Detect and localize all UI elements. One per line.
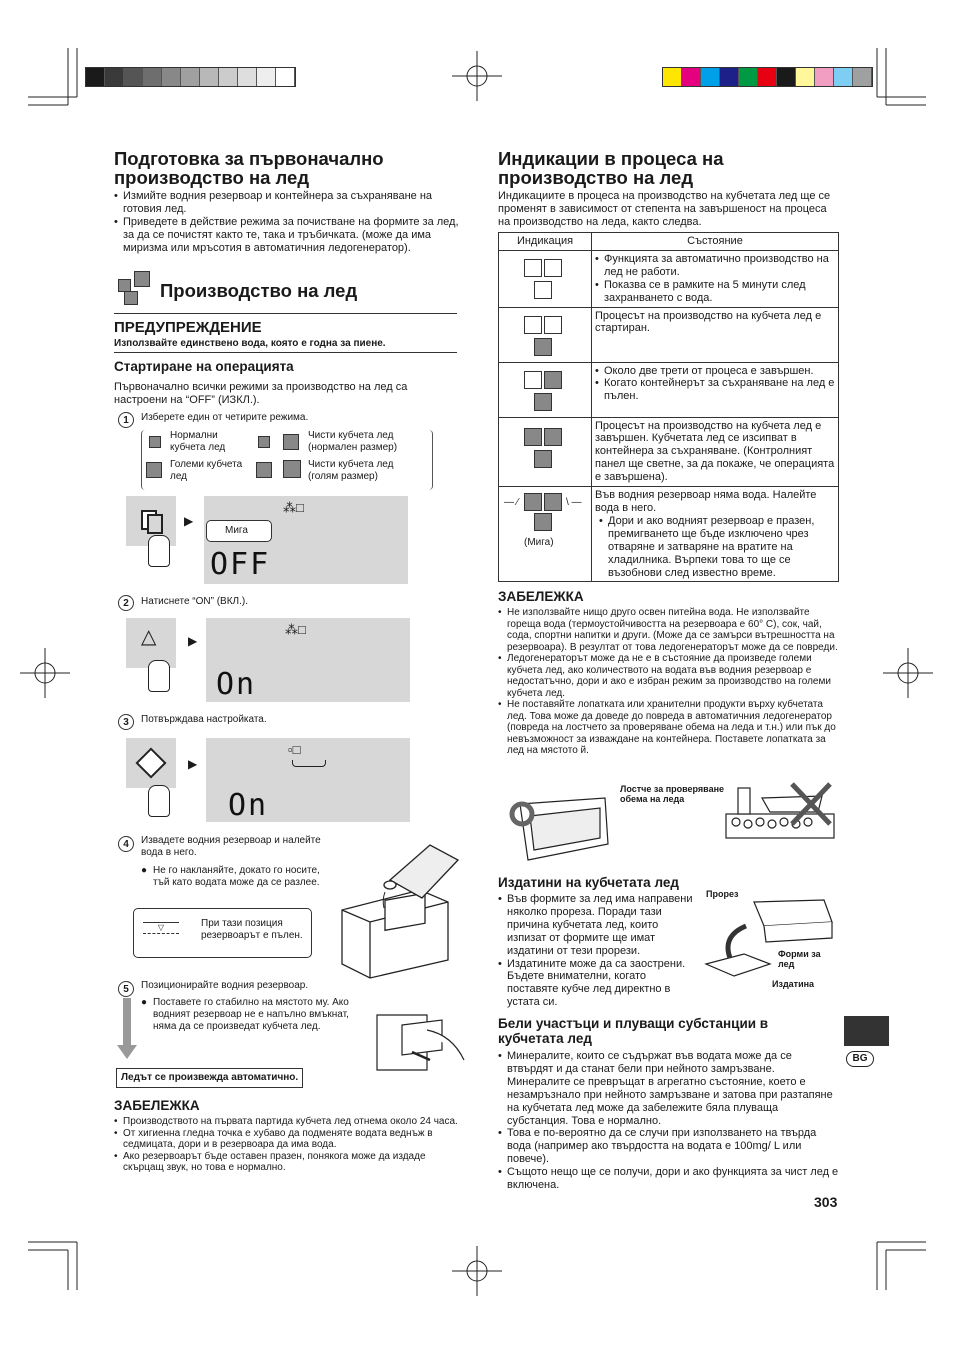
- list-item: • Показва се в рамките на 5 минути след захранването с вода.: [595, 279, 835, 305]
- color-swatch: [796, 68, 815, 86]
- color-swatch: [682, 68, 701, 86]
- prep-list: [114, 190, 459, 255]
- color-swatch-bar: [662, 67, 873, 87]
- step-number: 5: [118, 981, 134, 997]
- arrow-down-icon: [123, 998, 131, 1046]
- divider: [114, 352, 457, 353]
- lever-label: Лостче за проверяване обема на леда: [620, 784, 725, 804]
- list-item: • Издатините може да са заострени. Бъдете внимателни, когато поставяте кубче лед директно в устата си.: [498, 958, 698, 1010]
- step5-note: [141, 997, 358, 1033]
- color-swatch: [777, 68, 796, 86]
- step4-note: [141, 865, 328, 889]
- table-header: Състояние: [592, 233, 839, 251]
- arrow-down-icon: [117, 1045, 137, 1059]
- color-swatch: [663, 68, 682, 86]
- step3-text: Потвърждава настройката.: [141, 714, 267, 725]
- ice-mode-indicator-icon: ▫□: [288, 742, 301, 757]
- start-intro: Първоначално всички режими за производство на лед са настроени на “OFF” (ИЗКЛ.).: [114, 381, 408, 406]
- indicator-underline: [292, 760, 326, 767]
- mode-normal-label: Нормални кубчета лед: [170, 430, 226, 453]
- list-item: • Не използвайте нищо друго освен питейна вода. Не използвайте гореща вода (термоустойчивостта на резервоара е 60° C), сок, чай, сода, спортни напитки и други. (Може да се замърси вътрешността на резервоара). В резултат от това ледогенераторът може да се повреди.: [498, 607, 840, 653]
- ice-section-title: Производство на лед: [160, 280, 358, 301]
- mode-clear-large-icon: [283, 460, 301, 478]
- state-text: Във водния резервоар няма вода. Налейте вода в него.: [595, 489, 817, 514]
- table-header: Индикация: [499, 233, 592, 251]
- gray-color-bar: [85, 67, 296, 87]
- table-row: [499, 362, 839, 417]
- color-swatch: [181, 68, 200, 86]
- mode-normal-icon: [149, 436, 161, 448]
- indications-table: [498, 232, 839, 582]
- lcd-display-2: On: [216, 667, 257, 702]
- list-item: • Ледогенераторът може да не е в състояние да произведе големи кубчета лед, ако количеството на водата във водния резервоар е недостатъчно, дори и ако е избран режим за производство на големи кубчета лед.: [498, 653, 840, 699]
- mode-clear-normal-label: Чисти кубчета лед (нормален размер): [308, 430, 398, 453]
- arrow-right-icon: ▶: [188, 634, 198, 648]
- color-swatch: [257, 68, 276, 86]
- mode-large-label: Големи кубчета лед: [170, 459, 243, 482]
- right-note-title: ЗАБЕЛЕЖКА: [498, 589, 584, 604]
- list-item: • Не поставяйте лопатката или хранителни продукти върху кубчетата лед. Това може да доведе до повреда в автоматичния ледогенератор (повреда на лостчето за проверяване обема на леда и т.н.) или пък до невъзможност за изваждане на контейнера. Поставете лопатката за лед на мястото й.: [498, 699, 840, 757]
- list-item: • Измийте водния резервоар и контейнера за съхраняване на готовия лед.: [114, 190, 459, 216]
- list-item: • Дори и ако водният резервоар е празен, премигването ще бъде изключено чрез отваряне и затваряне на вратите на хладилника. Върпеки това то ще се възобнови след известно време.: [599, 515, 835, 580]
- bullet-icon: ●: [141, 997, 148, 1008]
- list-item: • Приведете в действие режима за почистване на формите за лед, за да се почистят както те, така и тръбичката. (може да има миризма или мръсотия в автоматичния ледогенератор).: [114, 216, 459, 255]
- mode-clear-normal-icon: [283, 434, 299, 450]
- state-cell: [592, 362, 839, 417]
- indicator-cell: [499, 307, 592, 362]
- table-row: [499, 487, 839, 582]
- indicator-cell: [499, 417, 592, 487]
- list-item: • Това е по-вероятно да се случи при използването на твърда вода (например ако твърдостта на водата е 100mg/ L или повече).: [498, 1127, 840, 1166]
- state-cell: Процесът на производство на кубчета лед е стартиран.: [592, 307, 839, 362]
- color-swatch: [105, 68, 124, 86]
- ice-scoop-illustration: [722, 780, 840, 842]
- blink-label: (Мига): [524, 537, 554, 549]
- indicator-cell: [499, 362, 592, 417]
- mode-clear-large-label: Чисти кубчета лед (голям размер): [308, 459, 394, 482]
- step-number: 2: [118, 595, 134, 611]
- mode-large-icon: [146, 462, 162, 478]
- state-cell: [592, 487, 839, 582]
- arrow-right-icon: ▶: [184, 514, 194, 528]
- list-item: • Ако резервоарът бъде оставен празен, понякога може да издаде скърцащ звук, но това е нормално.: [114, 1151, 459, 1174]
- divider: [114, 313, 457, 314]
- indicator-cell: — ⁄ \ — (Мига): [499, 487, 592, 582]
- left-note-title: ЗАБЕЛЕЖКА: [114, 1098, 200, 1113]
- table-row: [499, 417, 839, 487]
- level-mark-icon: ▽: [143, 922, 179, 934]
- color-swatch: [701, 68, 720, 86]
- list-item: • Производството на първата партида кубчета лед отнема около 24 часа.: [114, 1116, 459, 1128]
- white-title: Бели участъци и плуващи субстанции в кубчетата лед: [498, 1016, 769, 1046]
- step4-text: Извадете водния резервоар и налейте вода в него.: [141, 835, 321, 858]
- step4-note-text: Не го накланяйте, докато го носите, тъй като водата може да се разлее.: [153, 865, 320, 888]
- molds-label: Форми за лед: [778, 949, 821, 969]
- indications-intro: Индикациите в процеса на производство на кубчетата лед ще се променят в зависимост от степента на завършеност на процеса на производство на леда, както следва.: [498, 190, 831, 228]
- protrusions-list: [498, 893, 698, 1009]
- step-number: 1: [118, 412, 134, 428]
- slit-label: Прорез: [706, 889, 739, 899]
- color-swatch: [815, 68, 834, 86]
- color-swatch: [162, 68, 181, 86]
- list-item: • Функцията за автоматично производство на лед не работи.: [595, 253, 835, 279]
- mode-clear-large-icon: [256, 462, 272, 478]
- lcd-display-3: On: [228, 788, 269, 823]
- section-tab: [844, 1016, 889, 1046]
- step-number: 4: [118, 836, 134, 852]
- color-swatch: [86, 68, 105, 86]
- color-swatch: [200, 68, 219, 86]
- color-swatch: [238, 68, 257, 86]
- warning-text: Използвайте единствено вода, която е годна за пиене.: [114, 338, 386, 349]
- bullet-icon: ●: [141, 865, 148, 876]
- arrow-right-icon: ▶: [188, 757, 198, 771]
- right-note-list: [498, 607, 840, 757]
- list-item: • Когато контейнерът за съхраняване на лед е пълен.: [595, 377, 835, 403]
- step2-text: Натиснете “ON” (ВКЛ.).: [141, 596, 249, 607]
- page-number: 303: [814, 1194, 838, 1210]
- ice-bin-illustration: [500, 794, 612, 866]
- water-tank-illustration: [330, 840, 460, 980]
- mode-clear-normal-icon: [258, 436, 270, 448]
- language-badge: BG: [846, 1051, 874, 1067]
- bump-label: Издатина: [772, 979, 815, 989]
- table-row: [499, 307, 839, 362]
- color-swatch: [276, 68, 295, 86]
- state-cell: [592, 250, 839, 307]
- list-item: • Около две трети от процеса е завършен.: [595, 365, 835, 378]
- state-cell: Процесът на производство на кубчета лед е завършен. Кубчетата лед се изсипват в контейнера за съхраняване. (Контролният панел ще светне, за да покаже, че операцията е завършена).: [592, 417, 839, 487]
- list-item: • От хигиенна гледна точка е хубаво да подменяте водата веднъж в седмицата, дори и в резервоара да има вода.: [114, 1128, 459, 1151]
- ice-mold-illustration: [704, 892, 844, 992]
- color-swatch: [124, 68, 143, 86]
- prep-title: Подготовка за първоначално производство на лед: [114, 148, 384, 188]
- list-item: • Минералите, които се съдържат във водата може да се втвърдят и да станат бели при нейното замръзване. Минералите се превръщат в агрегатно състояние, което е незамръзнало при нейното замръзване и затова при разтапяне на кубчетата лед може да забележите бяла плуваща субстанция. Това е нормално.: [498, 1050, 840, 1127]
- ice-mode-indicator-icon: ⁂□: [283, 500, 304, 515]
- step1-text: Изберете един от четирите режима.: [141, 412, 309, 423]
- white-list: [498, 1050, 840, 1192]
- color-swatch: [853, 68, 872, 86]
- color-swatch: [834, 68, 853, 86]
- lcd-display-1: OFF: [210, 547, 271, 582]
- step5-text: Позиционирайте водния резервоар.: [141, 980, 309, 991]
- finger-icon: [148, 660, 170, 692]
- finger-icon: [148, 535, 170, 567]
- auto-label: Ледът се произвежда автоматично.: [116, 1068, 303, 1088]
- table-header-row: [499, 233, 839, 251]
- warning-title: ПРЕДУПРЕЖДЕНИЕ: [114, 319, 262, 336]
- color-swatch: [739, 68, 758, 86]
- insert-tank-illustration: [372, 990, 467, 1072]
- start-title: Стартиране на операцията: [114, 359, 294, 374]
- protrusions-title: Издатини на кубчетата лед: [498, 875, 679, 890]
- color-swatch: [219, 68, 238, 86]
- ice-mode-indicator-icon: ⁂□: [285, 622, 306, 637]
- color-swatch: [758, 68, 777, 86]
- indicator-cell: [499, 250, 592, 307]
- step-number: 3: [118, 714, 134, 730]
- indications-title: Индикации в процеса на производство на лед: [498, 148, 724, 188]
- list-item: • Същото нещо ще се получи, дори и ако функцията за чист лед е включена.: [498, 1166, 840, 1192]
- ice-cubes-icon: [116, 271, 156, 307]
- left-note-list: [114, 1116, 459, 1174]
- list-item: • Във формите за лед има направени няколко прореза. Поради тази причина кубчетата лед, които изпизат от формите ще имат издатини от тези прорези.: [498, 893, 698, 958]
- table-row: [499, 250, 839, 307]
- blink-label: Мига: [225, 525, 248, 536]
- tank-note: При тази позиция резервоарът е пълен.: [201, 918, 303, 941]
- mode-button-icon: [147, 514, 163, 534]
- color-swatch: [720, 68, 739, 86]
- step5-note-text: Поставете го стабилно на мястото му. Ако водният резервоар не е напълно вмъкнат, няма да се произведат кубчета лед.: [153, 997, 349, 1032]
- triangle-up-icon[interactable]: △: [141, 626, 157, 648]
- color-swatch: [143, 68, 162, 86]
- finger-icon: [148, 785, 170, 817]
